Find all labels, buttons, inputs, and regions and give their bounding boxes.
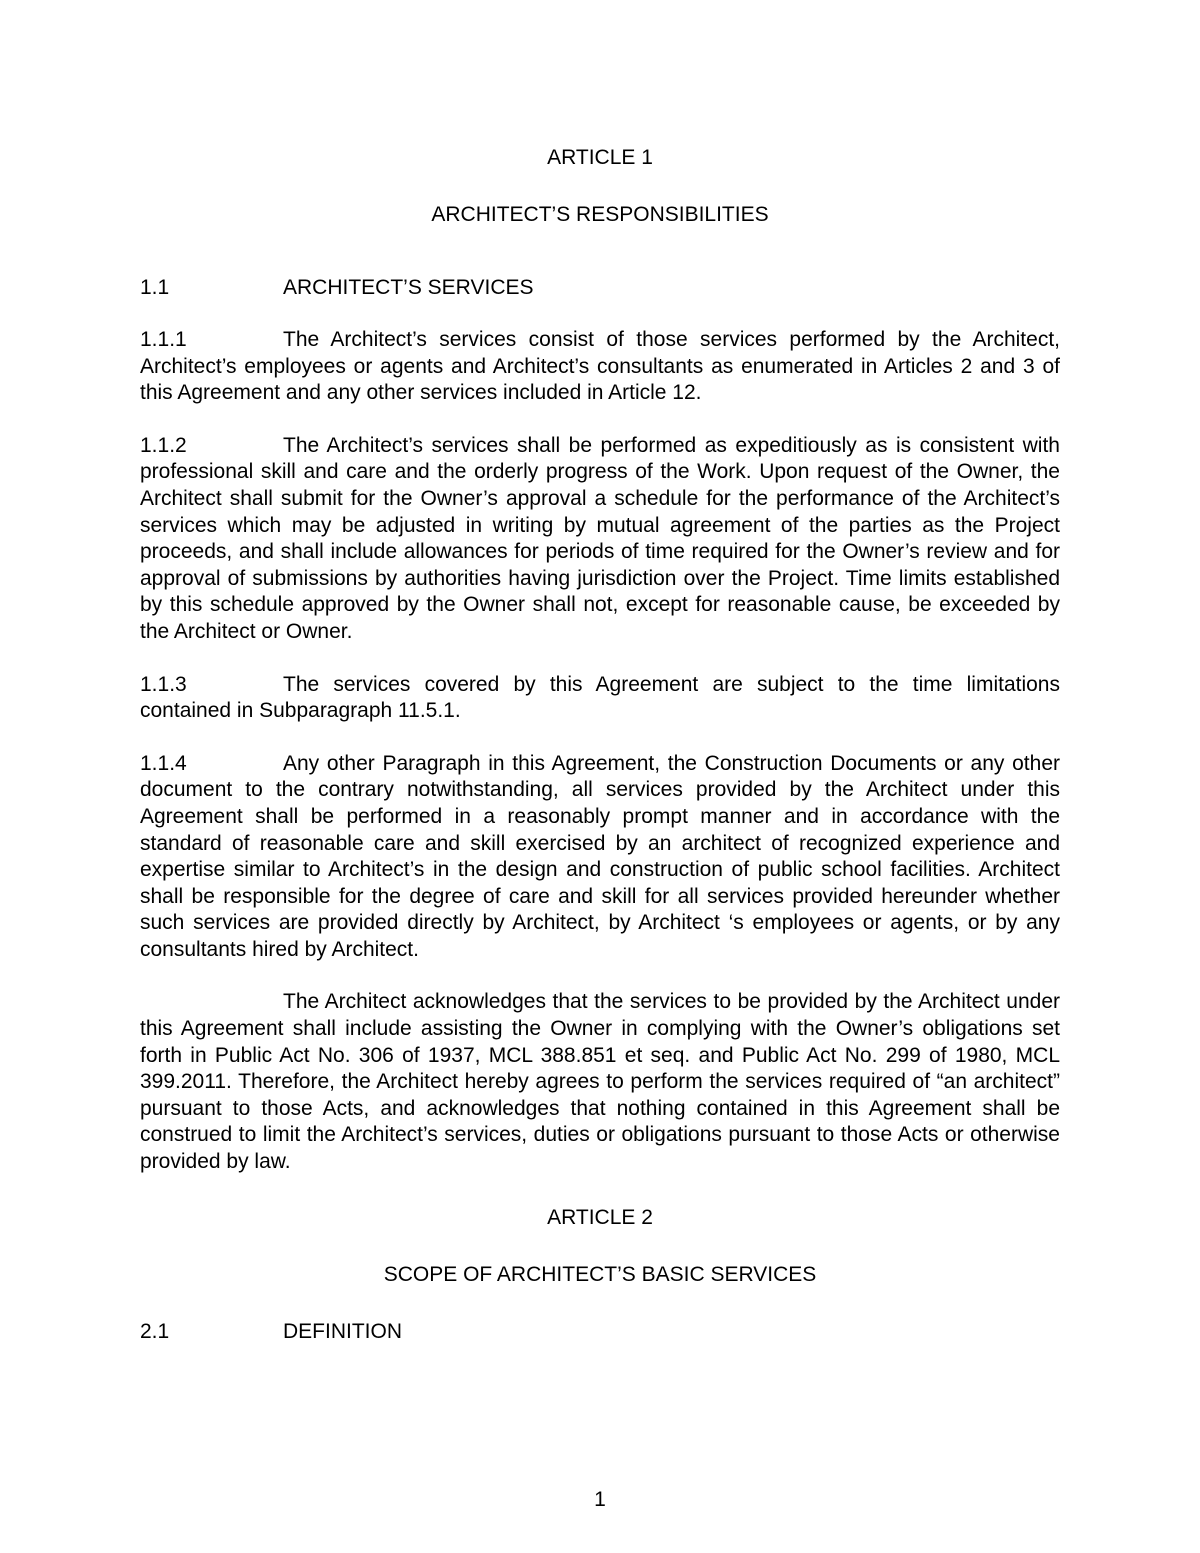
page-number: 1	[594, 1488, 606, 1511]
document-page	[140, 140, 1060, 1345]
article-1-subtitle: ARCHITECT’S RESPONSIBILITIES	[431, 203, 769, 226]
section-number: 1.1	[140, 276, 170, 299]
paragraph-text: The Architect’s services shall be performed as expeditiously as is consistent with professional skill and care and the orderly progress of the Work. Upon request of the Owner, the Architect shall submit for the Owner’s approval a schedule for the performance of the Architect’s services which may be adjusted in writing by mutual agreement of the parties as the Project proceeds, and shall include allowances for periods of time required for the Owner’s review and for approval of submissions by authorities having jurisdiction over the Project. Time limits established by this schedule approved by the Owner shall not, except for reasonable cause, be exceeded by the Architect or Owner.	[140, 433, 1060, 643]
paragraph-text: Any other Paragraph in this Agreement, the Construction Documents or any other document to the contrary notwithstanding, all services provided by the Architect under this Agreement shall be performed in a reasonably prompt manner and in accordance with the standard of reasonable care and skill exercised by an architect of recognized experience and expertise similar to Architect’s in the design and construction of public school facilities. Architect shall be responsible for the degree of care and skill for all services provided hereunder whether such services are provided directly by Architect, by Architect ‘s employees or agents, or by any consultants hired by Architect.	[140, 751, 1060, 961]
paragraph-text: The Architect’s services consist of those services performed by the Architect, Architect’s employees or agents and Architect’s consultants as enumerated in Articles 2 and 3 of this Agreement and any other services included in Article 12.	[140, 328, 1060, 405]
article-1-title: ARTICLE 1	[547, 146, 653, 169]
paragraph-number: 1.1.2	[140, 433, 187, 457]
paragraph-1-1-1	[140, 327, 1060, 407]
section-1-1-heading	[140, 274, 1060, 301]
paragraph-1-1-3	[140, 672, 1060, 725]
section-number: 2.1	[140, 1319, 170, 1343]
paragraph-1-1-2	[140, 433, 1060, 646]
paragraph-number: 1.1.4	[140, 751, 187, 775]
section-2-1-heading	[140, 1318, 1060, 1345]
paragraph-number: 1.1.1	[140, 328, 187, 351]
paragraph-number: 1.1.3	[140, 672, 187, 696]
section-title: ARCHITECT’S SERVICES	[283, 276, 534, 299]
article-2-subtitle: SCOPE OF ARCHITECT’S BASIC SERVICES	[383, 1262, 817, 1286]
paragraph-1-1-4	[140, 751, 1060, 964]
article-2-title: ARTICLE 2	[547, 1205, 653, 1229]
section-title: DEFINITION	[283, 1319, 402, 1343]
paragraph-text: The services covered by this Agreement are subject to the time limitations contained in Subparagraph 11.5.1.	[140, 672, 1060, 723]
acknowledgement-paragraph: The Architect acknowledges that the services to be provided by the Architect under this Agreement shall include assisting the Owner in complying with the Owner’s obligations set forth in Public Act No. 306 of 1937, MCL 388.851 et seq. and Public Act No. 299 of 1980, MCL 399.2011. Therefore, the Architect hereby agrees to perform the services required of “an architect” pursuant to those Acts, and acknowledges that nothing contained in this Agreement shall be construed to limit the Architect’s services, duties or obligations pursuant to those Acts or otherwise provided by law.	[140, 990, 1060, 1174]
